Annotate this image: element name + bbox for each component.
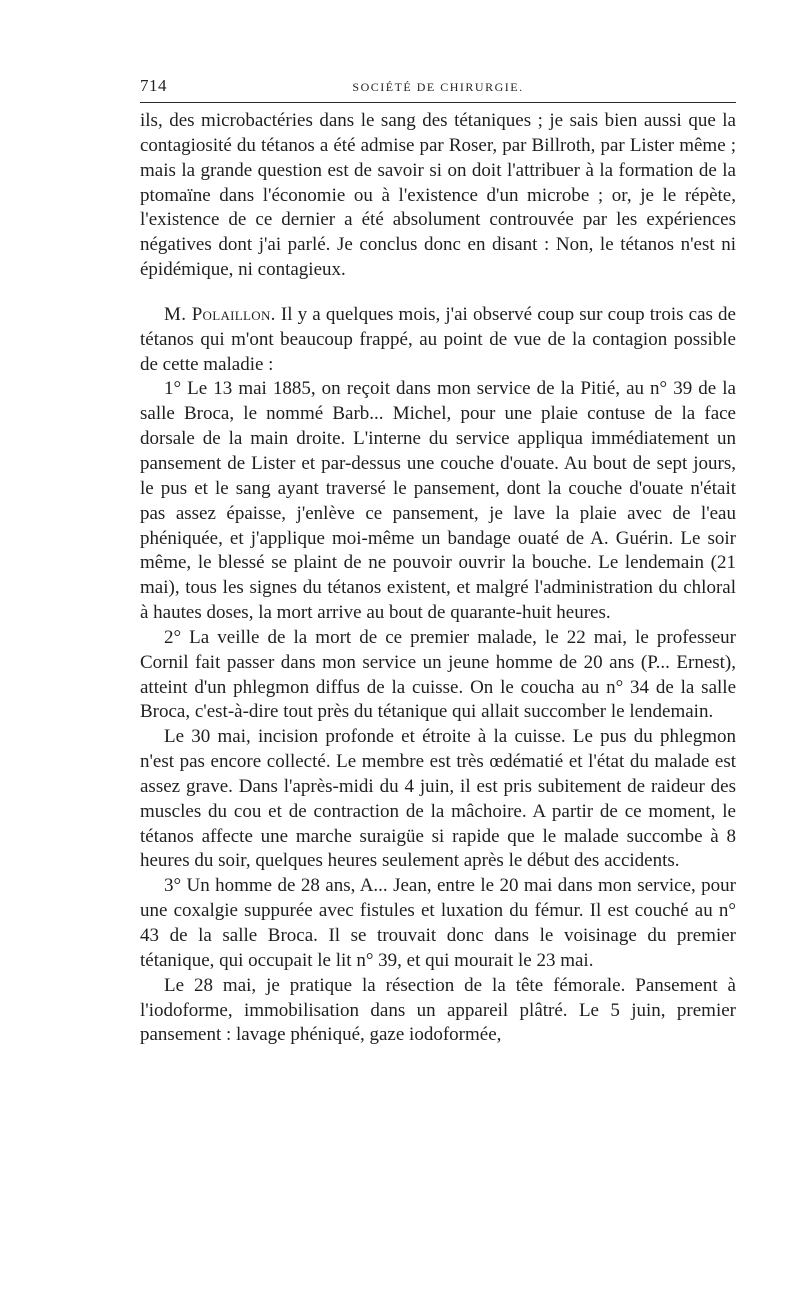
running-title: SOCIÉTÉ DE CHIRURGIE. xyxy=(352,80,524,94)
paragraph-case-1: 1° Le 13 mai 1885, on reçoit dans mon service de la Pitié, au n° 39 de la salle Broca, le nommé Barb... Michel, pour une plaie contuse de la face dorsale de la main droite. L'interne du service appliqua immédiatement un pansement de Lister et par-dessus une couche d'ouate. Au bout de sept jours, le pus et le sang ayant traversé le pansement, dont la couche d'ouate n'était pas assez épaisse, j'enlève ce pansement, je lave la plaie avec de l'eau phéniquée, et j'applique moi-même un bandage ouaté de A. Guérin. Le soir même, le blessé se plaint de ne pouvoir ouvrir la bouche. Le lendemain (21 mai), tous les signes du tétanos existent, et malgré l'administration du chloral à hautes doses, la mort arrive au bout de quarante-huit heures. xyxy=(140,378,736,624)
paragraph-case-2-followup: Le 30 mai, incision profonde et étroite à la cuisse. Le pus du phlegmon n'est pas encore collecté. Le membre est très œdématié et l'état du malade est assez grave. Dans l'après-midi du 4 juin, il est pris subitement de raideur des muscles du cou et de contraction de la mâchoire. A partir de ce moment, le tétanos affecte une marche suraigüe si rapide que le malade succombe à 8 heures du soir, quelques heures seulement après le début des accidents. xyxy=(140,726,736,872)
paragraph-case-3-followup: Le 28 mai, je pratique la résection de la tête fémorale. Pansement à l'iodoforme, immobilisation dans un appareil plâtré. Le 5 juin, premier pansement : lavage phéniqué, gaze iodoformée, xyxy=(140,974,736,1046)
header-rule xyxy=(140,102,736,103)
paragraph-case-2: 2° La veille de la mort de ce premier malade, le 22 mai, le professeur Cornil fait passer dans mon service un jeune homme de 20 ans (P... Ernest), atteint d'un phlegmon diffus de la cuisse. On le coucha au n° 34 de la salle Broca, c'est-à-dire tout près du tétanique qui allait succomber le lendemain. xyxy=(140,626,736,723)
speaker-name: M. Polaillon. xyxy=(164,303,276,325)
intervention-text: Il y a quelques mois, j'ai observé coup sur coup trois cas de tétanos qui m'ont beaucoup frappé, au point de vue de la contagion possible de cette maladie : xyxy=(140,303,736,375)
paragraph-case-3: 3° Un homme de 28 ans, A... Jean, entre le 20 mai dans mon service, pour une coxalgie suppurée avec fistules et luxation du fémur. Il est couché au n° 43 de la salle Broca. Il se trouvait donc dans le voisinage du premier tétanique, qui occupait le lit n° 39, et qui mourait le 23 mai. xyxy=(140,875,736,971)
book-page xyxy=(140,72,736,1048)
paragraph-intervention xyxy=(140,303,736,378)
running-header xyxy=(140,72,736,98)
page-number: 714 xyxy=(140,76,167,95)
paragraph-continuation: ils, des microbactéries dans le sang des tétaniques ; je sais bien aussi que la contagiosité du tétanos a été admise par Roser, par Billroth, par Lister même ; mais la grande question est de savoir si on doit l'attribuer à la formation de la ptomaïne dans l'économie ou à l'existence d'un microbe ; or, je le répète, l'existence de ce dernier a été absolument controuvée par les expériences négatives dont j'ai parlé. Je conclus donc en disant : Non, le tétanos n'est ni épidémique, ni contagieux. xyxy=(140,110,736,281)
